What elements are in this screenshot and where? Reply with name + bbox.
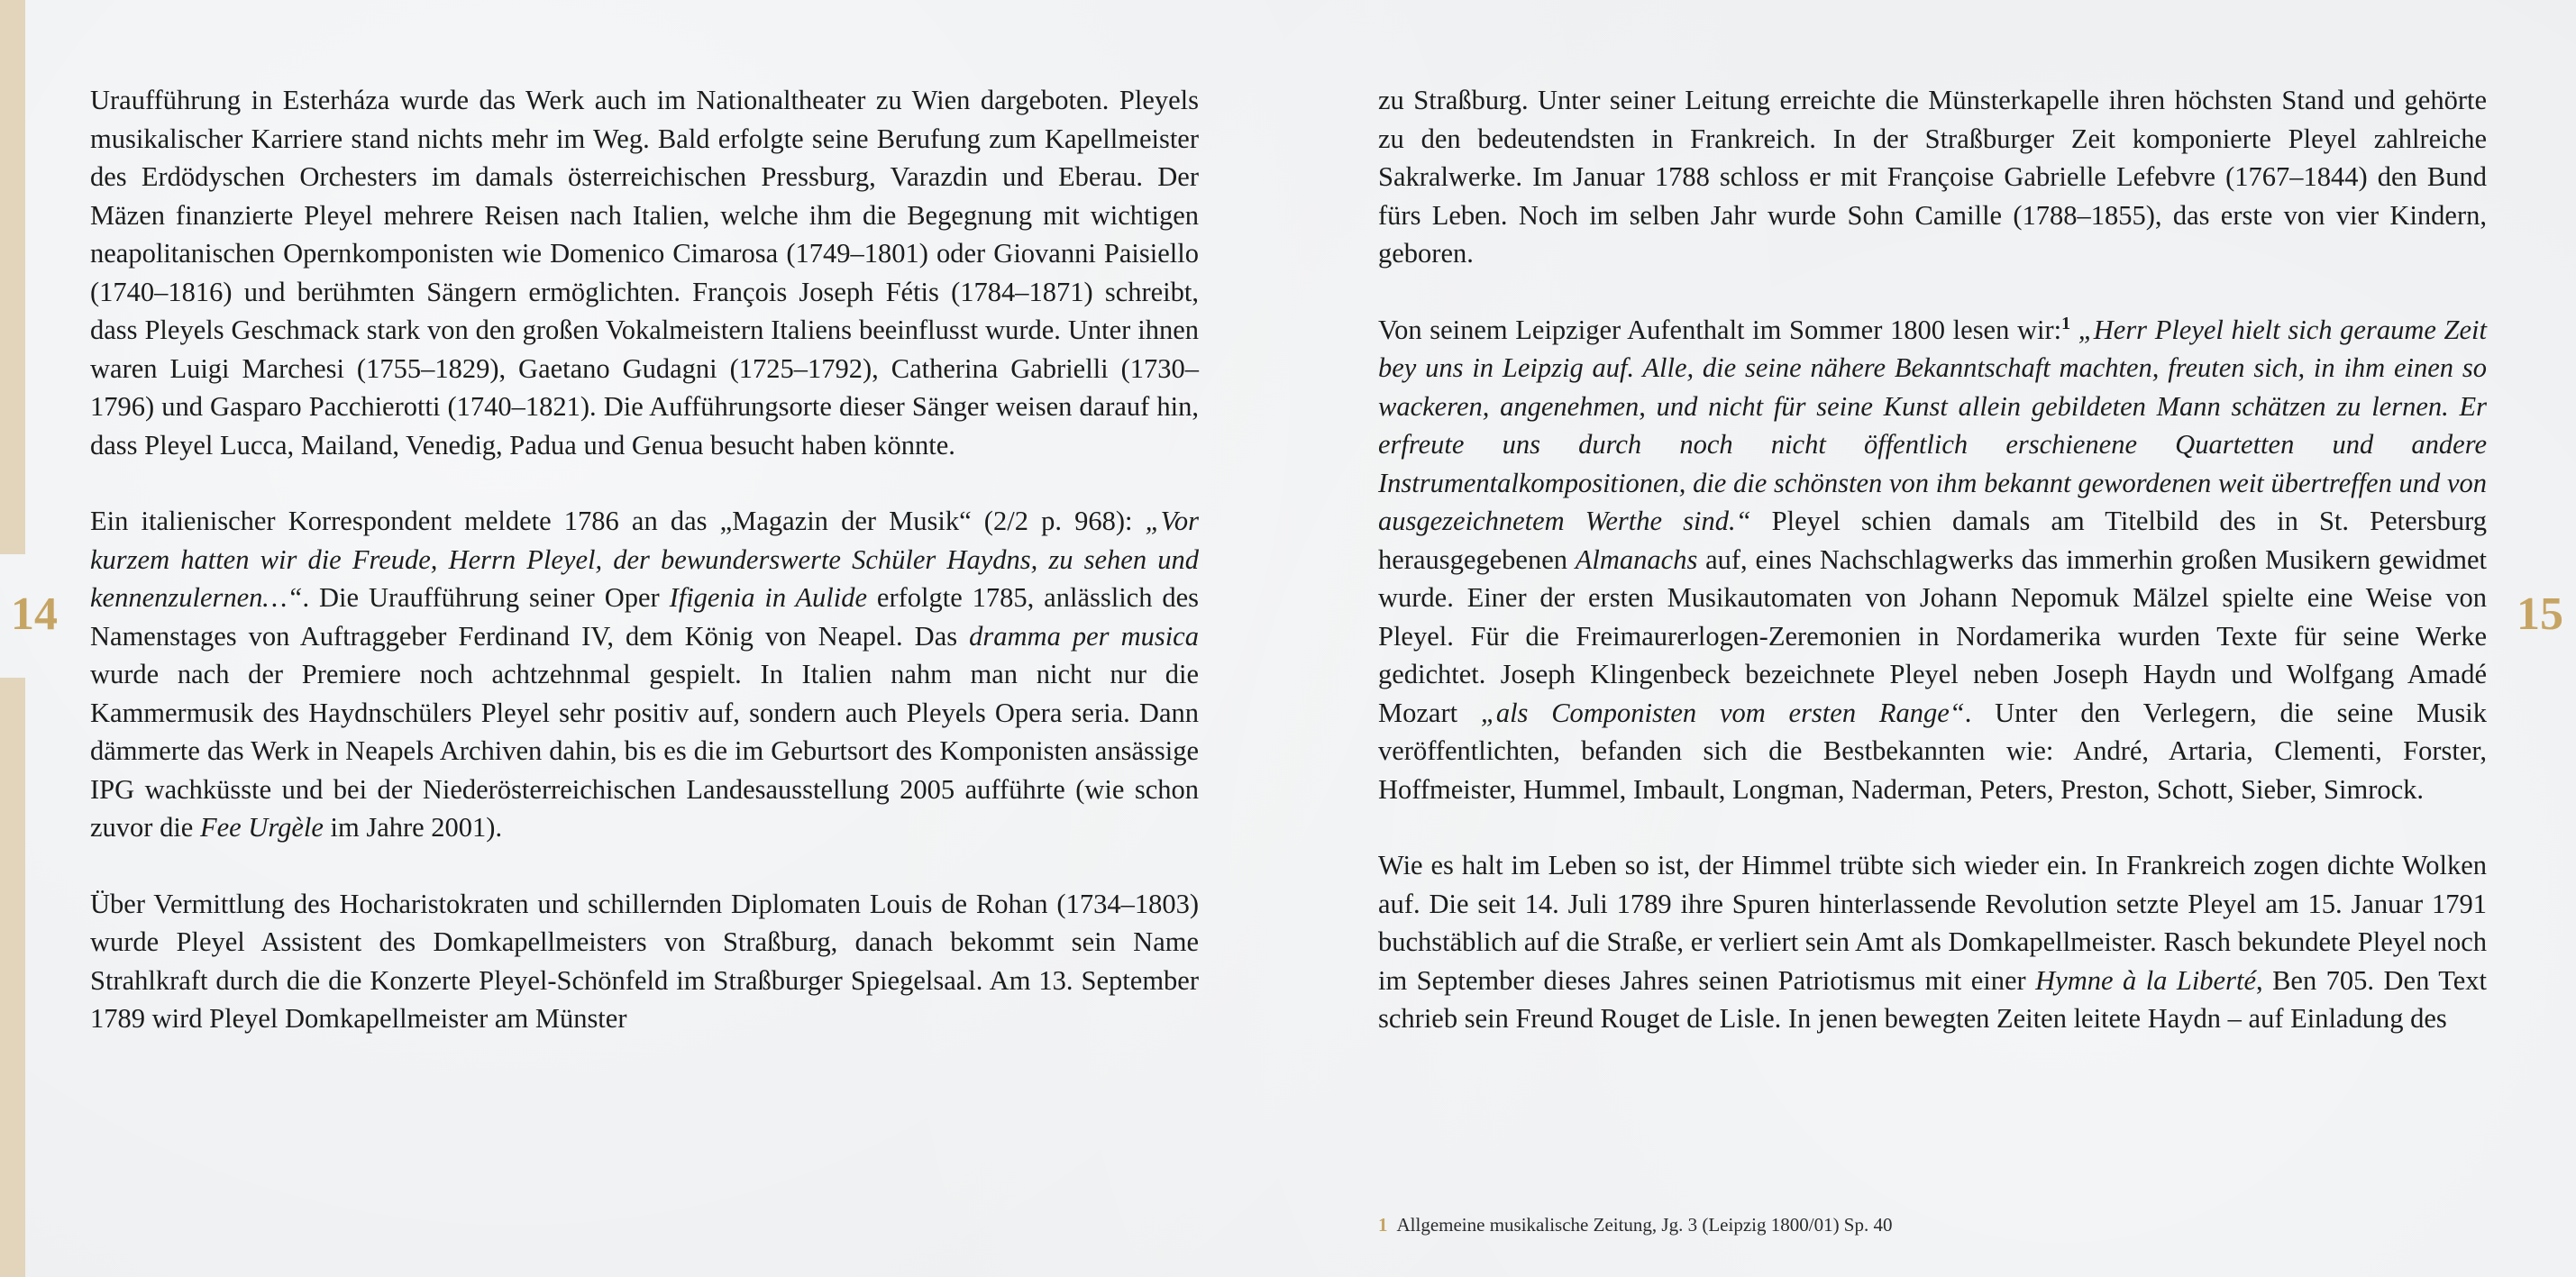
- left-p2-text-e: erfolgte 1785, anlässlich des Namenstages von Auftraggeber Ferdinand IV, dem König von Neapel. Das: [90, 582, 1200, 652]
- left-p2-text-i: im Jahre 2001).: [323, 812, 503, 843]
- page-number-left: 14: [11, 588, 58, 640]
- margin-decor-strip-bottom: [0, 678, 25, 1277]
- left-p2-text-a: Ein italienischer Korrespondent meldete 1786 an das „Magazin der Musik“ (2/2 p. 968):: [90, 506, 1146, 536]
- left-p2-fee-urgele: Fee Urgèle: [199, 812, 324, 843]
- right-p2-almanach: Almanachs: [1575, 543, 1698, 575]
- right-p2-text-e: auf, eines Nachschlagwerks das immerhin großen Musikern gewidmet wurde. Einer der ersten Musikautomaten von Johann Nepomuk Mälzel spielte eine Weise von Pleyel. Für die Freimaurerlogen-Zeremonien in Nordamerika wurden Texte für seine Werke gedichtet. Joseph Klingenbeck bezeichnete Pleyel neben Joseph Haydn und Wolfgang Amadé Mozart: [1378, 543, 2487, 728]
- left-p2-text-g: wurde nach der Premiere noch achtzehnmal gespielt. In Italien nahm man nicht nur die Kammermusik des Haydnschülers Pleyel sehr positiv auf, sondern auch Pleyels Opera seria. Dann dämmerte das Werk in Neapels Archiven dahin, bis es die im Geburtsort des Komponisten ansässige IPG wachküsste und bei der Niederösterreichischen Landesausstellung 2005 aufführte (wie schon zuvor die: [90, 659, 1199, 843]
- right-p2-text-a: Von seinem Leipziger Aufenthalt im Sommer 1800 lesen wir:: [1378, 314, 2062, 345]
- left-p2-opera-title: Ifigenia in Aulide: [669, 582, 868, 613]
- right-paragraph-3: [1378, 846, 2487, 1038]
- right-p2-quote: „Herr Pleyel hielt sich geraume Zeit bey uns in Leipzig auf. Alle, die seine nähere Bekanntschaft machten, freuten sich, in ihm einen so wackeren, angenehmen, und nicht für seine Kunst allein gebildeten Mann schätzen zu lernen. Er erfreute uns durch noch nicht öffentlich erschienene Quartetten und andere Instrumentalkompositionen, die die schönsten von ihm bekannt gewordenen weit übertreffen und von ausgezeichnetem Werthe sind.“: [1378, 314, 2488, 536]
- right-p2-text-g: . Unter den Verlegern, die seine Musik veröffentlichten, befanden sich die Bestbekannten wie: André, Artaria, Clementi, Forster, Hoffmeister, Hummel, Imbault, Longman, Naderman, Peters, Preston, Schott, Sieber, Simrock.: [1378, 697, 2488, 805]
- footnote-number: 1: [1378, 1214, 1388, 1236]
- right-page: [1378, 81, 2487, 1076]
- footnote-reference[interactable]: 1: [2061, 313, 2071, 333]
- left-p2-genre: dramma per musica: [969, 620, 1199, 652]
- right-p3-hymne: Hymne à la Liberté: [2035, 964, 2256, 996]
- right-p3-text-a: Wie es halt im Leben so ist, der Himmel trübte sich wieder ein. In Frankreich zogen dichte Wolken auf. Die seit 14. Juli 1789 ihre Spuren hinterlassende Revolution setzte Pleyel am 15. Januar 1791 buchstäblich auf die Straße, er verliert sein Amt als Domkapellmeister. Rasch bekundete Pleyel noch im September dieses Jahres seinen Patriotismus mit einer: [1378, 850, 2487, 996]
- left-paragraph-2: [90, 502, 1199, 847]
- right-paragraph-2: [1378, 311, 2487, 809]
- page-number-right: 15: [2517, 588, 2563, 640]
- left-p2-text-c: . Die Uraufführung seiner Oper: [302, 582, 670, 613]
- right-p2-quote-componisten: „als Componisten vom ersten Range“: [1480, 697, 1965, 728]
- right-p3-text-c: , Ben 705. Den Text schrieb sein Freund Rouget de Lisle. In jenen bewegten Zeiten leitete Haydn – auf Einladung des: [1378, 964, 2487, 1034]
- left-paragraph-3: Über Vermittlung des Hocharistokraten und schillernden Diplomaten Louis de Rohan (1734–1803) wurde Pleyel Assistent des Domkapellmeisters von Straßburg, danach bekommt sein Name Strahlkraft durch die die Konzerte Pleyel-Schönfeld im Straßburger Spiegelsaal. Am 13. September 1789 wird Pleyel Domkapellmeister am Münster: [90, 888, 1199, 1034]
- right-paragraph-1: zu Straßburg. Unter seiner Leitung erreichte die Münsterkapelle ihren höchsten Stand und gehörte zu den bedeutendsten in Frankreich. In der Straßburger Zeit komponierte Pleyel zahlreiche Sakralwerke. Im Januar 1788 schloss er mit Françoise Gabrielle Lefebvre (1767–1844) den Bund fürs Leben. Noch im selben Jahr wurde Sohn Camille (1788–1855), das erste von vier Kindern, geboren.: [1378, 85, 2487, 269]
- footnote: [1378, 1212, 1893, 1237]
- margin-decor-strip-top: [0, 0, 25, 554]
- right-p2-text-c: Pleyel schien damals am Titelbild des in St. Petersburg herausgegebenen: [1378, 506, 2487, 575]
- left-page: [90, 81, 1199, 1076]
- footnote-text: Allgemeine musikalische Zeitung, Jg. 3 (Leipzig 1800/01) Sp. 40: [1396, 1214, 1893, 1236]
- left-p2-quote: „Vor kurzem hatten wir die Freude, Herrn Pleyel, der bewunderswerte Schüler Haydns, zu sehen und kennenzulernen…“: [90, 506, 1199, 613]
- left-paragraph-1: Uraufführung in Esterháza wurde das Werk auch im Nationaltheater zu Wien dargeboten. Pleyels musikalischer Karriere stand nichts mehr im Weg. Bald erfolgte seine Berufung zum Kapellmeister des Erdödyschen Orchesters im damals österreichischen Pressburg, Varazdin und Eberau. Der Mäzen finanzierte Pleyel mehrere Reisen nach Italien, welche ihm die Begegnung mit wichtigen neapolitanischen Opernkomponisten wie Domenico Cimarosa (1749–1801) oder Giovanni Paisiello (1740–1816) und berühmten Sängern ermöglichten. François Joseph Fétis (1784–1871) schreibt, dass Pleyels Geschmack stark von den großen Vokalmeistern Italiens beeinflusst wurde. Unter ihnen waren Luigi Marchesi (1755–1829), Gaetano Gudagni (1725–1792), Catherina Gabrielli (1730–1796) und Gasparo Pacchierotti (1740–1821). Die Aufführungsorte dieser Sänger weisen darauf hin, dass Pleyel Lucca, Mailand, Venedig, Padua und Genua besucht haben könnte.: [90, 85, 1199, 461]
